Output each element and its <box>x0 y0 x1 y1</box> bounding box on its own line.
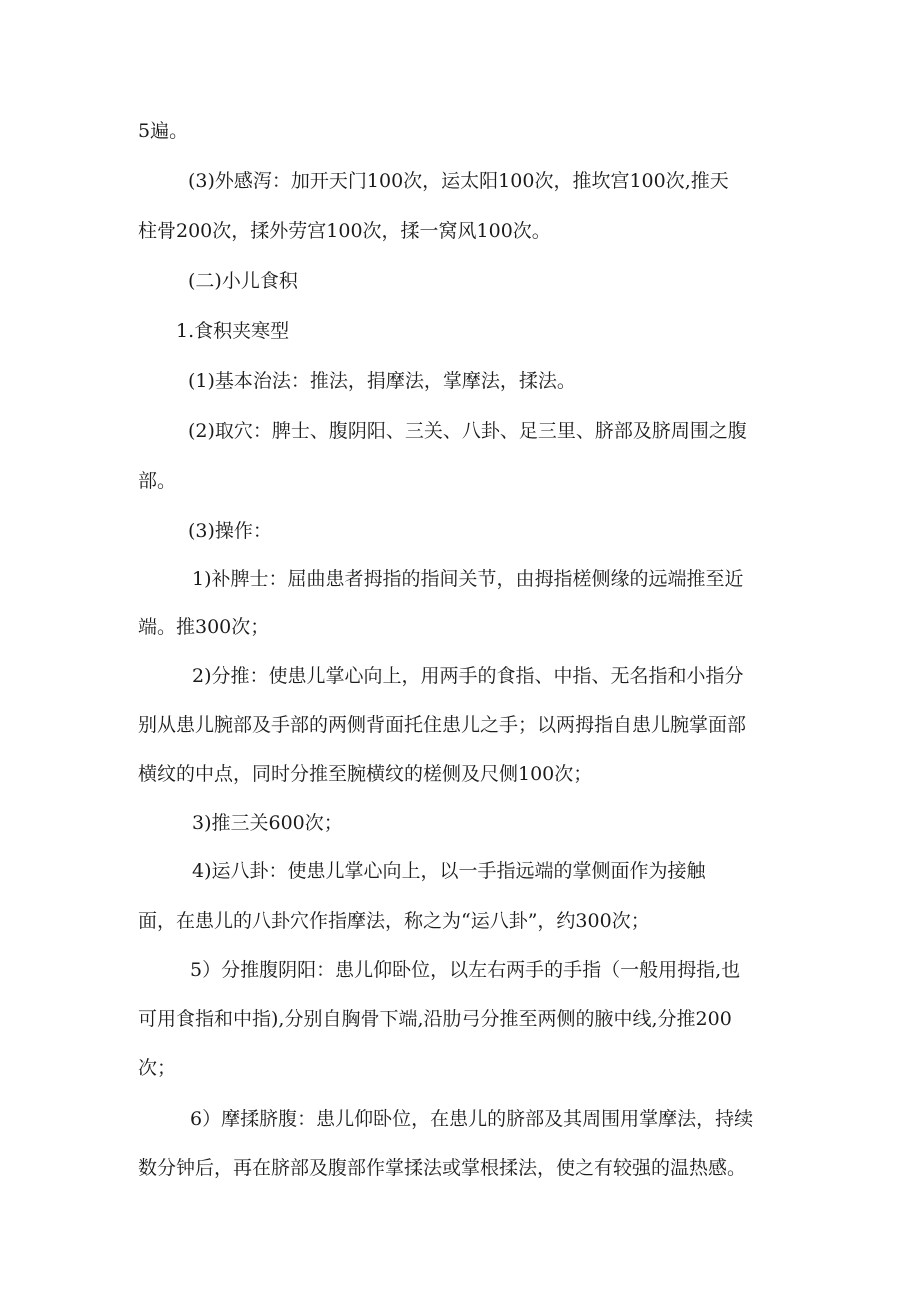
text-line: 5遍。 <box>138 120 189 142</box>
text-line: 可用食指和中指),分别自胸骨下端,沿肋弓分推至两侧的腋中线,分推200 <box>138 1008 732 1030</box>
text-line: 柱骨200次，揉外劳宫100次，揉一窝风100次。 <box>138 220 551 242</box>
text-line: 2)分推：使患儿掌心向上，用两手的食指、中指、无名指和小指分 <box>192 665 744 687</box>
text-line: 部。 <box>138 470 177 492</box>
text-line: 数分钟后，再在脐部及腹部作掌揉法或掌根揉法，使之有较强的温热感。 <box>138 1157 747 1179</box>
text-line: 面，在患儿的八卦穴作指摩法，称之为“运八卦”，约300次； <box>138 910 650 932</box>
text-line: 4)运八卦：使患儿掌心向上，以一手指远端的掌侧面作为接触 <box>192 860 706 882</box>
text-line: 横纹的中点，同时分推至腕横纹的槎侧及尺侧100次； <box>138 763 593 785</box>
text-line-justified <box>188 168 782 194</box>
text-line: 端。推300次； <box>138 616 270 638</box>
text-line: 别从患儿腕部及手部的两侧背面托住患儿之手；以两拇指自患儿腕掌面部 <box>138 714 747 736</box>
text-segment: (3)外感泻：加开天门100次，运太阳100次，推坎宫100次,推天 <box>188 170 729 192</box>
subsection-heading: 1.食积夹寒型 <box>176 320 290 342</box>
text-line: 次； <box>138 1057 177 1079</box>
text-line: 6）摩揉脐腹：患儿仰卧位，在患儿的脐部及其周围用掌摩法，持续 <box>190 1108 754 1130</box>
text-line: 3)推三关600次； <box>192 812 343 834</box>
text-line: 1)补脾士：屈曲患者拇指的指间关节，由拇指槎侧缘的远端推至近 <box>192 568 744 590</box>
text-line: (2)取穴：脾士、腹阴阳、三关、八卦、足三里、脐部及脐周围之腹 <box>188 420 747 442</box>
section-heading: (二)小儿食积 <box>188 270 298 292</box>
text-line: 5）分推腹阴阳：患儿仰卧位，以左右两手的手指（一般用拇指,也 <box>190 959 741 981</box>
text-line: (1)基本治法：推法，捐摩法，掌摩法，揉法。 <box>188 370 576 392</box>
text-line: (3)操作： <box>188 520 272 542</box>
